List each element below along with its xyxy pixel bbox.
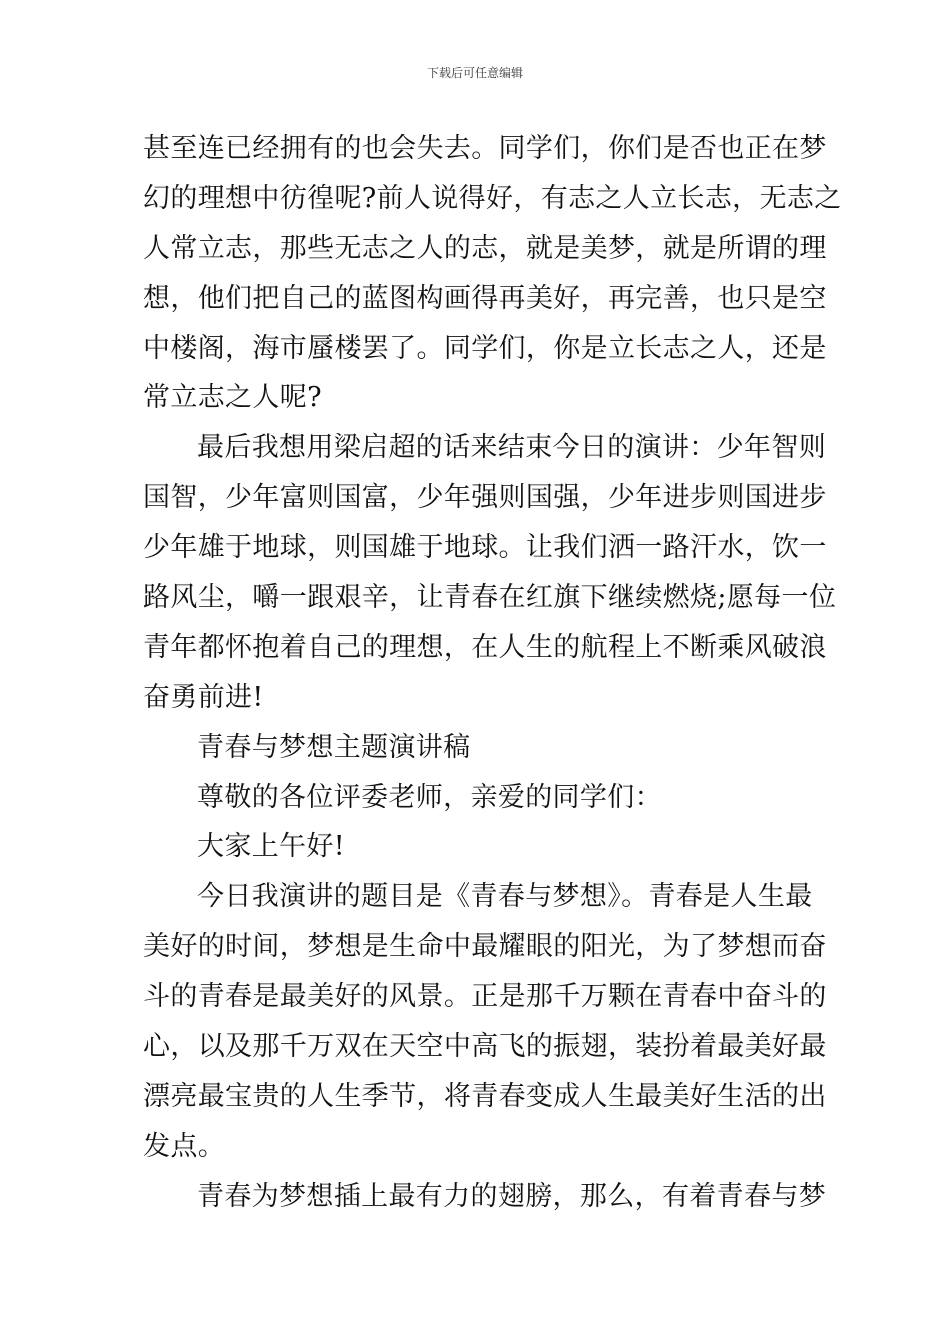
text-line: 国智，少年富则国富，少年强则国强，少年进步则国进步 bbox=[143, 482, 827, 514]
text-line: 青春为梦想插上最有力的翅膀，那么，有着青春与梦 bbox=[197, 1180, 827, 1212]
text-line: 发点。 bbox=[143, 1130, 226, 1162]
text-line: 甚至连已经拥有的也会失去。同学们，你们是否也正在梦 bbox=[143, 133, 827, 164]
text-line: 尊敬的各位评委老师，亲爱的同学们： bbox=[197, 781, 662, 813]
text-line: 美好的时间，梦想是生命中最耀眼的阳光，为了梦想而奋 bbox=[143, 931, 827, 963]
text-line: 最后我想用梁启超的话来结束今日的演讲：少年智则 bbox=[197, 432, 827, 464]
text-line: 幻的理想中彷徨呢?前人说得好，有志之人立长志，无志之 bbox=[143, 182, 842, 214]
text-line: 人常立志，那些无志之人的志，就是美梦，就是所谓的理 bbox=[143, 232, 827, 264]
text-line: 少年雄于地球，则国雄于地球。让我们洒一路汗水，饮一 bbox=[143, 532, 827, 564]
text-line: 漂亮最宝贵的人生季节，将青春变成人生最美好生活的出 bbox=[143, 1080, 827, 1112]
text-line: 心，以及那千万双在天空中高飞的振翅，装扮着最美好最 bbox=[143, 1031, 827, 1063]
text-line: 青年都怀抱着自己的理想，在人生的航程上不断乘风破浪 bbox=[143, 631, 827, 663]
text-line: 大家上午好! bbox=[197, 831, 345, 863]
text-line: 今日我演讲的题目是《青春与梦想》。青春是人生最 bbox=[197, 881, 813, 913]
document-body bbox=[143, 124, 842, 1222]
text-line: 路风尘，嚼一跟艰辛，让青春在红旗下继续燃烧;愿每一位 bbox=[143, 582, 837, 614]
text-line: 斗的青春是最美好的风景。正是那千万颗在青春中奋斗的 bbox=[143, 981, 827, 1013]
page-header: 下载后可任意编辑 bbox=[426, 66, 523, 80]
text-line: 奋勇前进! bbox=[143, 681, 264, 713]
text-line: 常立志之人呢? bbox=[143, 382, 322, 414]
text-line: 青春与梦想主题演讲稿 bbox=[197, 731, 471, 763]
text-line: 中楼阁，海市蜃楼罢了。同学们，你是立长志之人，还是 bbox=[143, 332, 827, 364]
text-line: 想，他们把自己的蓝图构画得再美好，再完善，也只是空 bbox=[143, 282, 827, 314]
